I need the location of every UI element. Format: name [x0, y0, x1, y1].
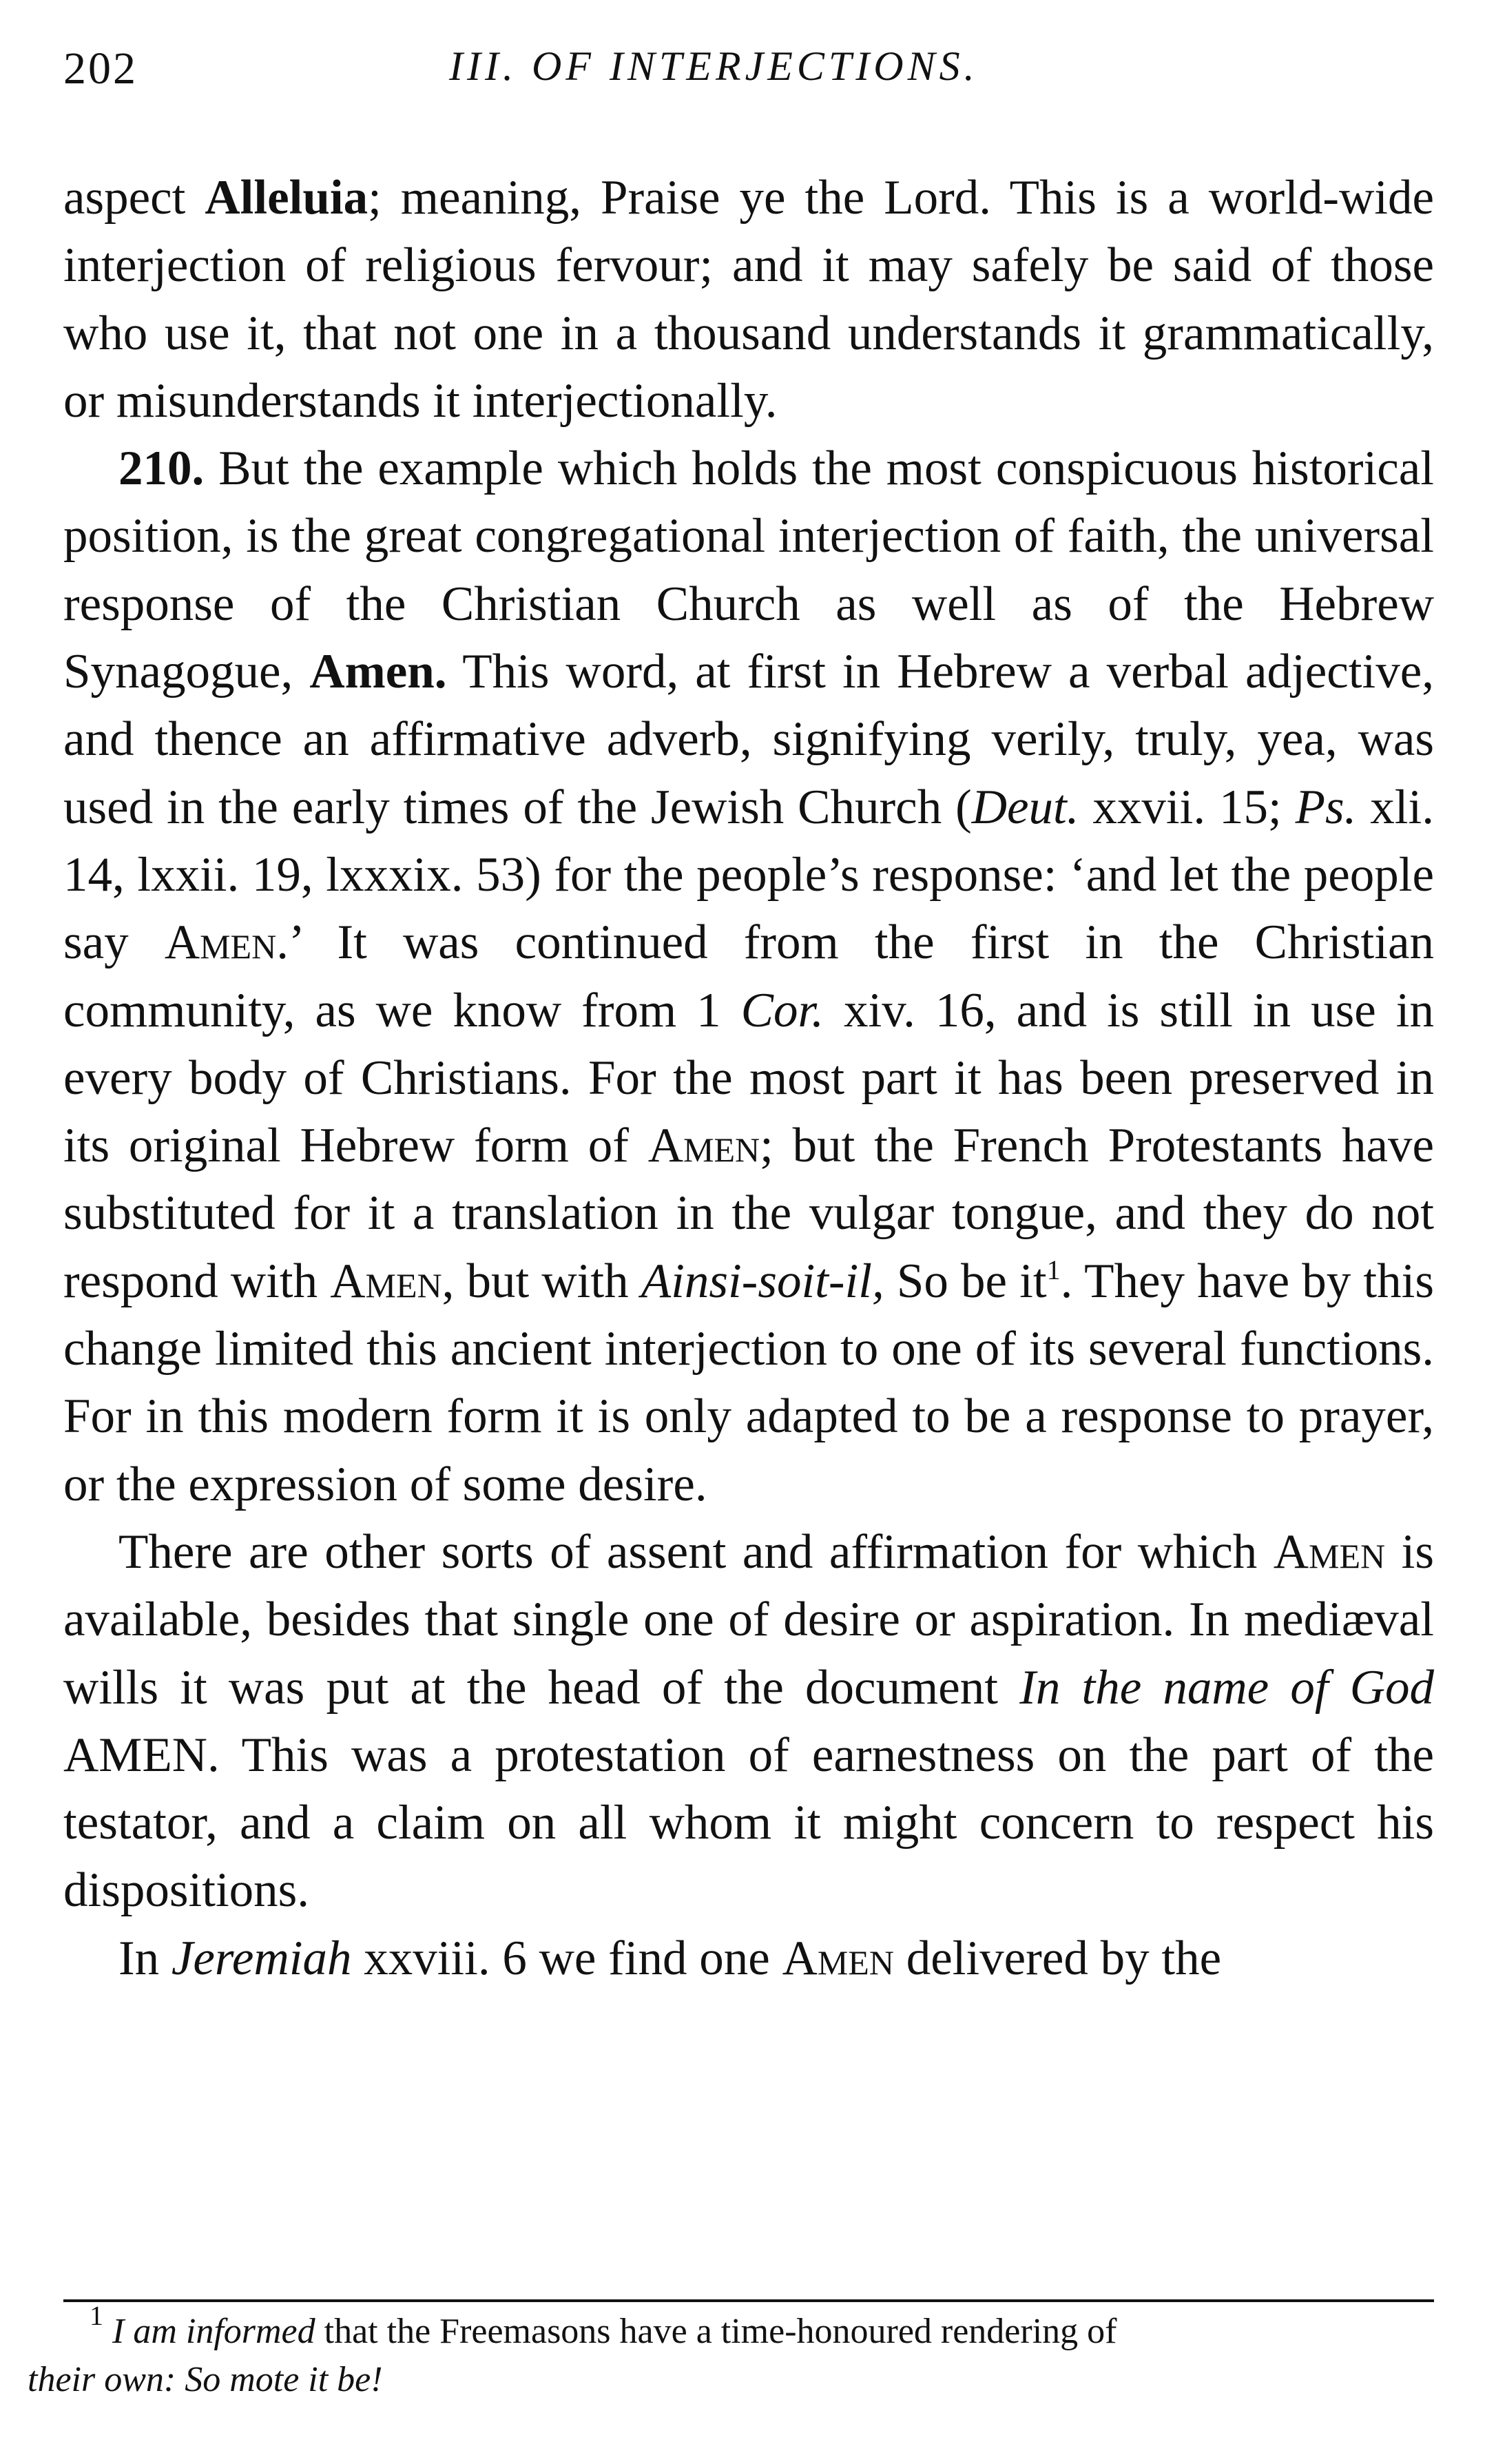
paragraph-jeremiah: In Jeremiah xxviii. 6 we find one Amen delivered by the: [118, 1931, 1222, 1985]
footnote: $^1$ I am informed that the Freemasons have a time-honoured rendering of their own: So mote it be!: [28, 2308, 1446, 2404]
running-head: [63, 43, 1434, 118]
paragraph-210: 210. But the example which holds the most conspicuous historical position, is the great congregational interjection of faith, the universal response of the Christian Church as well as of the Hebrew Synagogue, Amen. This word, at first in Hebrew a verbal adjective, and thence an affirmative adverb, signifying verily, truly, yea, was used in the early times of the Jewish Church (Deut. xxvii. 15; Ps. xli. 14, lxxii. 19, lxxxix. 53) for the people’s response: ‘and let the people say Amen.’ It was continued from the first in the Christian community, as we know from 1 Cor. xiv. 16, and is still in use in every body of Christians. For the most part it has been preserved in its original Hebrew form of Amen; but the French Protestants have substituted for it a translation in the vulgar tongue, and they do not respond with Amen, but with Ainsi-soit-il, So be $it^1$. They have by this change limited this ancient interjection to one of its several functions. For in this modern form it is only adapted to be a response to prayer, or the expression of some desire.: [63, 442, 1435, 1511]
footnote-reference: 1: [1046, 1254, 1061, 1285]
paragraph-alleluia: aspect Alleluia; meaning, Praise ye the Lord. This is a world-wide interjection of religious fervour; and it may safely be said of those who use it, that not one in a thousand understands it grammatically, or misunderstands it interjectionally.: [63, 171, 1434, 428]
footnote-continuation: their own: So mote it be!: [28, 2360, 383, 2399]
paragraph-assent: There are other sorts of assent and affirmation for which Amen is available, besides that single one of desire or aspiration. In mediæval wills it was put at the head of the document In the name of God AMEN. This was a protestation of earnestness on the part of the testator, and a claim on all whom it might concern to respect his dispositions.: [63, 1524, 1435, 1918]
footnote-rule: [63, 2299, 1434, 2302]
section-number: 210.: [118, 442, 205, 496]
body-text: [63, 164, 1434, 1992]
term-amen: Amen.: [309, 645, 447, 699]
term-alleluia: Alleluia: [205, 171, 368, 225]
page-number: 202: [63, 43, 138, 94]
footnote-mark: 1: [90, 2300, 103, 2331]
chapter-title: III. OF INTERJECTIONS.: [449, 43, 979, 89]
